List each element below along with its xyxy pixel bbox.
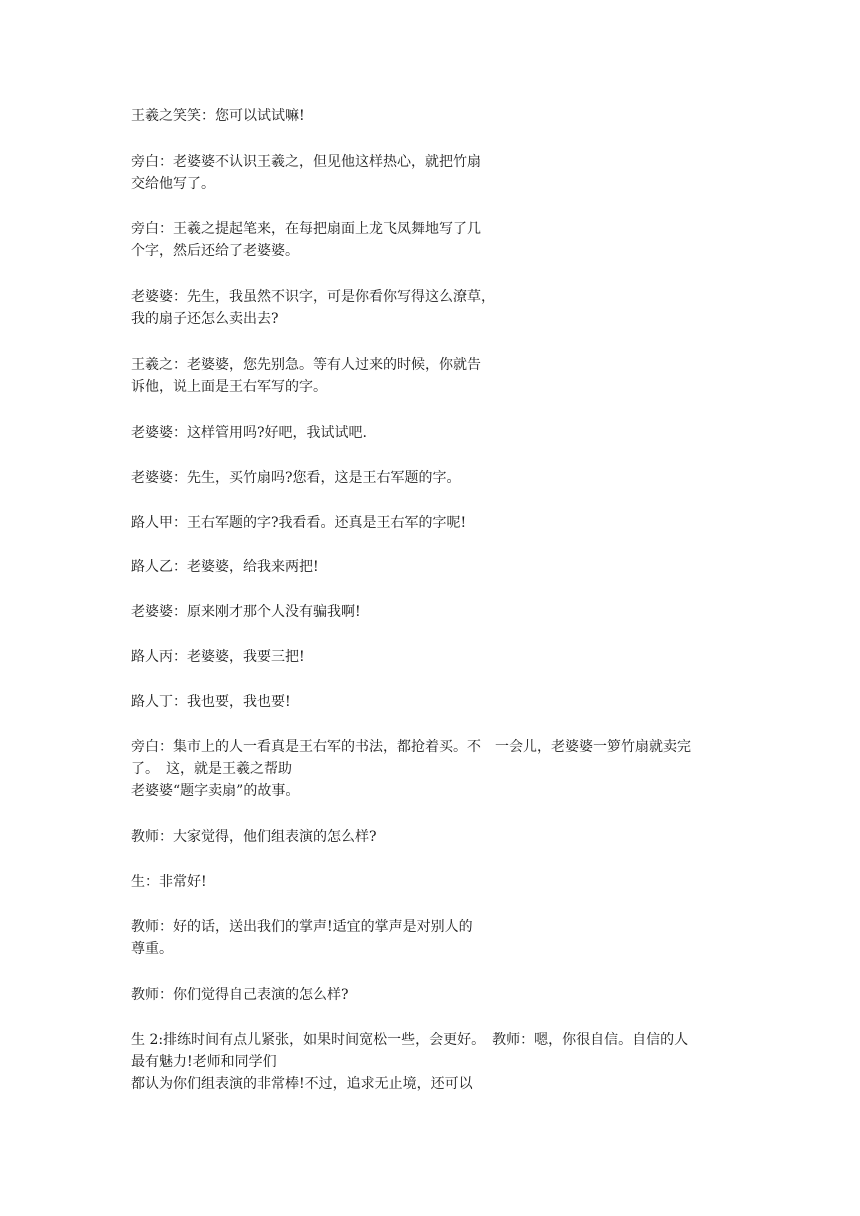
text-line: 最有魅力!老师和同学们 bbox=[131, 1054, 277, 1070]
dialogue-paragraph bbox=[131, 916, 736, 960]
dialogue-paragraph bbox=[131, 736, 736, 802]
dialogue-paragraph bbox=[131, 601, 736, 623]
text-line: 诉他，说上面是王右军写的字。 bbox=[131, 379, 327, 395]
dialogue-paragraph bbox=[131, 422, 736, 444]
text-line: 生 2:排练时间有点儿紧张，如果时间宽松一些，会更好。 教师：嗯，你很自信。自信的人 bbox=[131, 1032, 689, 1048]
dialogue-paragraph bbox=[131, 218, 736, 262]
dialogue-paragraph bbox=[131, 871, 736, 893]
dialogue-paragraph bbox=[131, 467, 736, 489]
text-line: 旁白：王羲之提起笔来，在每把扇面上龙飞凤舞地写了几 bbox=[131, 221, 481, 237]
text-line: 老婆婆：这样管用吗?好吧，我试试吧. bbox=[131, 425, 367, 441]
dialogue-paragraph bbox=[131, 646, 736, 668]
text-line: 教师：你们觉得自己表演的怎么样? bbox=[131, 987, 349, 1003]
text-line: 路人乙：老婆婆，给我来两把! bbox=[131, 559, 319, 575]
text-line: 路人丁：我也要，我也要! bbox=[131, 694, 291, 710]
dialogue-paragraph bbox=[131, 151, 736, 195]
text-line: 老婆婆：原来刚才那个人没有骗我啊! bbox=[131, 604, 361, 620]
text-line: 都认为你们组表演的非常棒!不过，追求无止境，还可以 bbox=[131, 1076, 473, 1092]
dialogue-paragraph bbox=[131, 984, 736, 1006]
text-line: 王羲之：老婆婆，您先别急。等有人过来的时候，你就告 bbox=[131, 357, 481, 373]
dialogue-paragraph bbox=[131, 691, 736, 713]
text-line: 老婆婆：先生，买竹扇吗?您看，这是王右军题的字。 bbox=[131, 470, 461, 486]
text-line: 生：非常好! bbox=[131, 874, 207, 890]
text-line: 旁白：老婆婆不认识王羲之，但见他这样热心，就把竹扇 bbox=[131, 154, 481, 170]
text-line: 老婆婆“题字卖扇”的故事。 bbox=[131, 783, 300, 799]
text-line: 老婆婆：先生，我虽然不识字，可是你看你写得这么潦草， bbox=[131, 289, 495, 305]
text-line: 路人甲：王右军题的字?我看看。还真是王右军的字呢! bbox=[131, 515, 467, 531]
text-line: 了。 这，就是王羲之帮助 bbox=[131, 761, 292, 777]
dialogue-paragraph bbox=[131, 105, 736, 127]
text-line: 交给他写了。 bbox=[131, 176, 215, 192]
text-line: 教师：好的话，送出我们的掌声!适宜的掌声是对别人的 bbox=[131, 919, 473, 935]
dialogue-paragraph bbox=[131, 1029, 736, 1095]
text-line: 尊重。 bbox=[131, 941, 173, 957]
text-line: 王羲之笑笑：您可以试试嘛! bbox=[131, 108, 305, 124]
text-line: 个字，然后还给了老婆婆。 bbox=[131, 243, 299, 259]
text-line: 旁白：集市上的人一看真是王右军的书法，都抢着买。不 一会儿，老婆婆一箩竹扇就卖完 bbox=[131, 739, 691, 755]
text-line: 路人丙：老婆婆，我要三把! bbox=[131, 649, 305, 665]
dialogue-paragraph bbox=[131, 354, 736, 398]
text-line: 教师：大家觉得，他们组表演的怎么样? bbox=[131, 829, 377, 845]
text-line: 我的扇子还怎么卖出去? bbox=[131, 311, 279, 327]
dialogue-paragraph bbox=[131, 556, 736, 578]
dialogue-paragraph bbox=[131, 826, 736, 848]
dialogue-paragraph bbox=[131, 512, 736, 534]
dialogue-paragraph bbox=[131, 286, 736, 330]
